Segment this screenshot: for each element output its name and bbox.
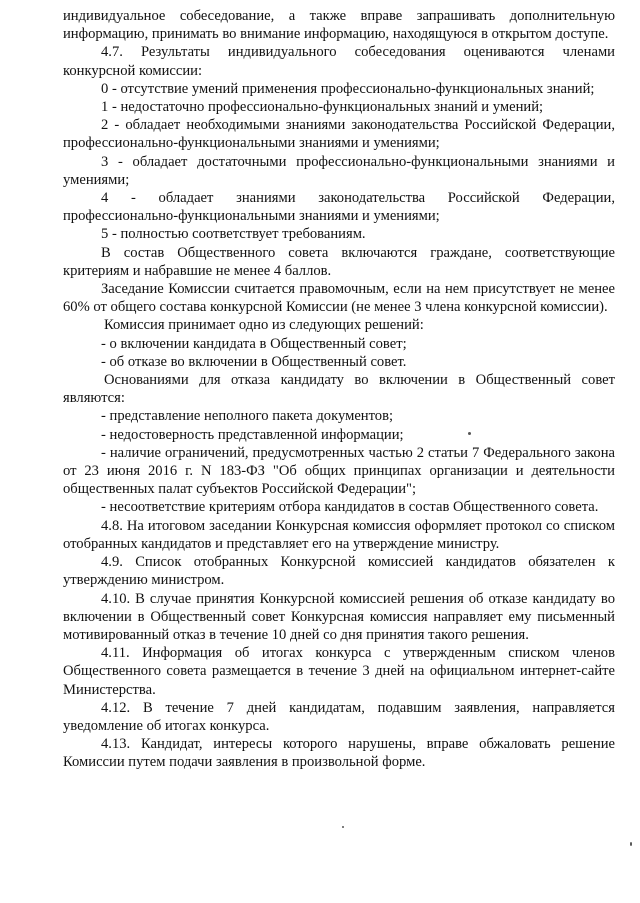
score-item-3: 3 - обладает достаточными профессионально-функциональными знаниями и умениями; bbox=[63, 153, 615, 188]
paragraph-quorum: Заседание Комиссии считается правомочным, если на нем присутствует не менее 60% от общего состава конкурсной Комиссии (не менее 3 члена конкурсной комиссии). bbox=[63, 281, 615, 316]
score-item-4: 4 - обладает знаниями законодательства Российской Федерации, профессионально-функциональными знаниями и умениями; bbox=[63, 190, 615, 225]
paragraph-4-7: 4.7. Результаты индивидуального собеседования оцениваются членами конкурсной комиссии: bbox=[63, 44, 615, 79]
paragraph-4-10: 4.10. В случае принятия Конкурсной комиссией решения об отказе кандидату во включении в Общественный совет Конкурсная комиссия направляет ему письменный мотивированный отказ в течение 10 дней со дня принятия такого решения. bbox=[63, 590, 615, 643]
scan-speck bbox=[630, 842, 632, 846]
score-item-0: 0 - отсутствие умений применения профессионально-функциональных знаний; bbox=[101, 80, 595, 97]
refusal-item-restrictions: - наличие ограничений, предусмотренных частью 2 статьи 7 Федерального закона от 23 июня 2016 г. N 183-ФЗ "Об общих принципах организации и деятельности общественных палат субъектов Российской Федерации"; bbox=[63, 444, 615, 498]
paragraph-4-13: 4.13. Кандидат, интересы которого нарушены, вправе обжаловать решение Комиссии путем подачи заявления в произвольной форме. bbox=[63, 736, 615, 771]
decision-item-refuse: - об отказе во включении в Общественный совет. bbox=[101, 353, 407, 370]
paragraph-4-11: 4.11. Информация об итогах конкурса с утвержденным списком членов Общественного совета размещается в течение 3 дней на официальном интернет-сайте Министерства. bbox=[63, 645, 615, 698]
score-item-5: 5 - полностью соответствует требованиям. bbox=[101, 226, 366, 243]
paragraph-4-9: 4.9. Список отобранных Конкурсной комиссией кандидатов обязателен к утверждению министром. bbox=[63, 554, 615, 589]
refusal-item-false-information: - недостоверность представленной информации; bbox=[101, 426, 404, 443]
document-page bbox=[63, 7, 615, 772]
paragraph-4-8: 4.8. На итоговом заседании Конкурсная комиссия оформляет протокол со списком отобранных кандидатов и представляет его на утверждение министру. bbox=[63, 517, 615, 552]
decision-item-include: - о включении кандидата в Общественный совет; bbox=[101, 335, 407, 352]
score-item-1: 1 - недостаточно профессионально-функциональных знаний и умений; bbox=[101, 99, 544, 116]
paragraph-intro-continuation: индивидуальное собеседование, а также вправе запрашивать дополнительную информацию, принимать во внимание информацию, находящуюся в открытом доступе. bbox=[63, 8, 615, 43]
refusal-item-criteria-mismatch: - несоответствие критериям отбора кандидатов в состав Общественного совета. bbox=[101, 499, 599, 516]
paragraph-refusal-grounds: Основаниями для отказа кандидату во включении в Общественный совет являются: bbox=[63, 372, 615, 407]
paragraph-council-composition: В состав Общественного совета включаются граждане, соответствующие критериям и набравшие не менее 4 баллов. bbox=[63, 244, 615, 279]
scan-speck bbox=[342, 826, 344, 828]
scan-speck bbox=[468, 432, 471, 435]
refusal-item-incomplete-documents: - представление неполного пакета документов; bbox=[101, 408, 394, 425]
paragraph-decisions-intro: Комиссия принимает одно из следующих решений: bbox=[104, 317, 424, 334]
paragraph-4-12: 4.12. В течение 7 дней кандидатам, подавшим заявления, направляется уведомление об итогах конкурса. bbox=[63, 699, 615, 734]
score-item-2: 2 - обладает необходимыми знаниями законодательства Российской Федерации, профессионально-функциональными знаниями и умениями; bbox=[63, 117, 615, 152]
